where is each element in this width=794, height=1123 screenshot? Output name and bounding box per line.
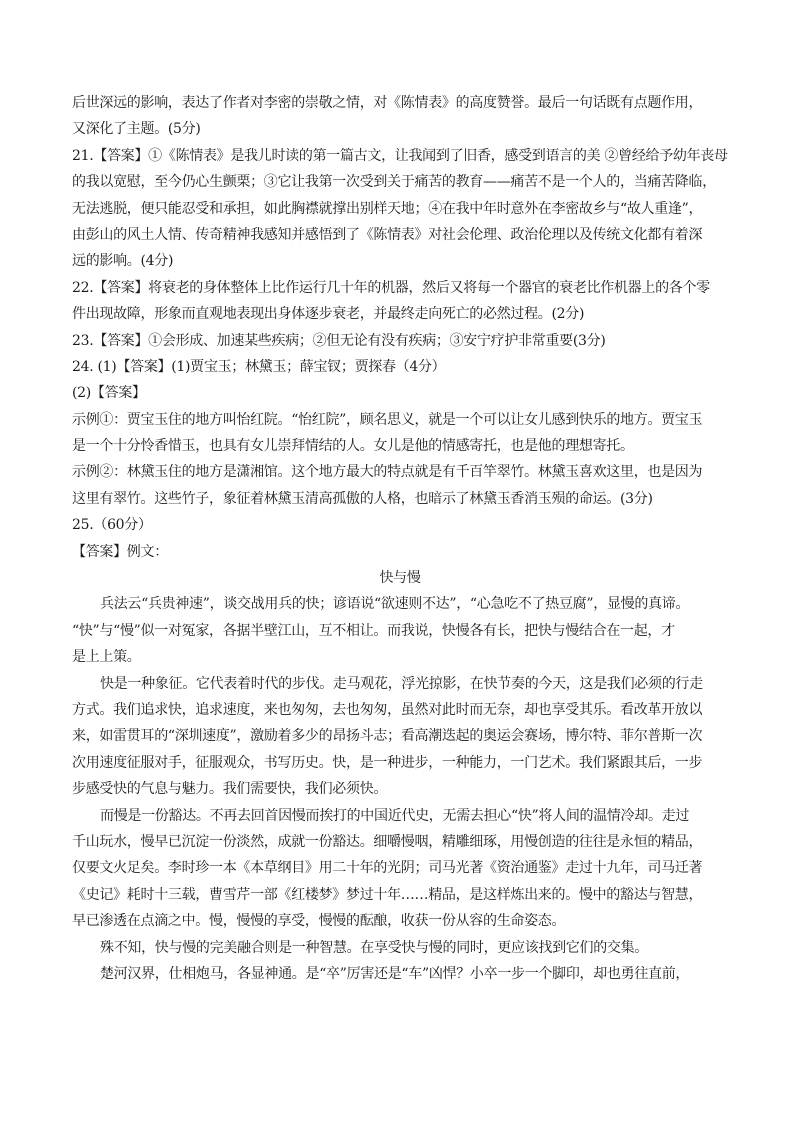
text-line: 又深化了主题。(5分) [72,121,201,138]
essay-line: 快是一种象征。它代表着时代的步伐。走马观花，浮光掠影，在快节奏的今天，这是我们必须的行走 [100,675,703,692]
answer-22-line: 22.【答案】将衰老的身体整体上比作运行几十年的机器，然后又将每一个器官的衰老比作机器上的各个零 [72,279,710,296]
essay-line: 次用速度征服对手，征服观众，书写历史。快，是一种进步，一种能力，一门艺术。我们紧跟其后，一步 [72,754,703,771]
text-line: 的我以宽慰，至今仍心生颤栗；③它让我第一次受到关于痛苦的教育——痛苦不是一个人的，当痛苦降临， [72,174,716,191]
essay-line: 楚河汉界，仕相炮马，各显神通。是“卒”厉害还是“车”凶悍？小卒一步一个脚印，却也勇往直前， [100,965,690,982]
example-2-line: 示例②：林黛玉住的地方是潇湘馆。这个地方最大的特点就是有千百竿翠竹。林黛玉喜欢这里，也是因为 [72,464,703,481]
essay-line: 《史记》耗时十三载，曹雪芹一部《红楼梦》梦过十年……精品，是这样炼出来的。慢中的豁达与智慧， [72,886,703,903]
sample-essay-label: 【答案】例文： [72,543,168,560]
essay-title: 快与慢 [379,570,421,587]
answer-23-line: 23.【答案】①会形成、加速某些疾病；②但无论有没有疾病；③安宁疗护非常重要(3分) [72,332,606,349]
essay-line: 方式。我们追求快，追求速度，来也匆匆，去也匆匆，虽然对此时而无奈，却也享受其乐。看改革开放以 [72,701,703,718]
essay-line: 早已渗透在点滴之中。慢，慢慢的享受，慢慢的酝酿，收获一份从容的生命姿态。 [72,913,566,930]
essay-line: 千山玩水，慢早已沉淀一份淡然，成就一份豁达。细嚼慢咽，精雕细琢，用慢创造的往往是永恒的精品， [72,833,703,850]
document-page [72,90,728,987]
text-line: 是一个十分怜香惜玉，也具有女儿崇拜情结的人。女儿是他的情感寄托，也是他的理想寄托。 [72,438,634,455]
answer-24-line: 24. (1)【答案】(1)贾宝玉；林黛玉；薛宝钗；贾探春（4分） [72,358,446,375]
text-line: 由彭山的风土人情、传奇精神我感知并感悟到了《陈情表》对社会伦理、政治伦理以及传统文化都有着深 [72,226,703,243]
text-line: 无法逃脱，便只能忍受和承担，如此胸襟就撑出别样天地；④在我中年时意外在李密故乡与“故人重逢”， [72,200,703,217]
essay-line: 殊不知，快与慢的完美融合则是一种智慧。在享受快与慢的同时，更应该找到它们的交集。 [100,939,648,956]
text-line: 远的影响。(4分) [72,253,174,270]
answer-21-line: 21.【答案】①《陈情表》是我儿时读的第一篇古文，让我闻到了旧香，感受到语言的美 ②曾经给予幼年丧母 [72,147,728,164]
essay-line: “快”与“慢”似一对冤家，各据半壁江山，互不相让。而我说，快慢各有长，把快与慢结合在一起，才 [72,622,675,639]
essay-line: 步感受快的气息与魅力。我们需要快，我们必须快。 [72,781,388,798]
essay-line: 是上上策。 [72,649,141,666]
essay-line: 仅要文火足矣。李时珍一本《本草纲目》用二十年的光阴；司马光著《资治通鉴》走过十九年，司马迁著 [72,860,703,877]
text-line: 后世深远的影响，表达了作者对李密的崇敬之情，对《陈情表》的高度赞誉。最后一句话既有点题作用， [72,95,703,111]
answer-24-2-line: (2)【答案】 [72,385,146,402]
essay-line: 兵法云“兵贵神速”，谈交战用兵的快；谚语说“欲速则不达”，“心急吃不了热豆腐”，显慢的真谛。 [100,596,690,613]
text-line: 这里有翠竹。这些竹子，象征着林黛玉清高孤傲的人格，也暗示了林黛玉香消玉殒的命运。(3分) [72,490,653,507]
answer-25-line: 25.（60分） [72,517,152,534]
essay-line: 来，如雷贯耳的“深圳速度”，激励着多少的昂扬斗志；看高潮迭起的奥运会赛场，博尔特、菲尔普斯一次 [72,728,703,745]
text-line: 件出现故障，形象而直观地表现出身体逐步衰老，并最终走向死亡的必然过程。(2分) [72,306,585,323]
essay-line: 而慢是一份豁达。不再去回首因慢而挨打的中国近代史，无需去担心“快”将人间的温情冷却。走过 [100,807,690,824]
example-1-line: 示例①：贾宝玉住的地方叫怡红院。“怡红院”，顾名思义，就是一个可以让女儿感到快乐的地方。贾宝玉 [72,411,703,428]
